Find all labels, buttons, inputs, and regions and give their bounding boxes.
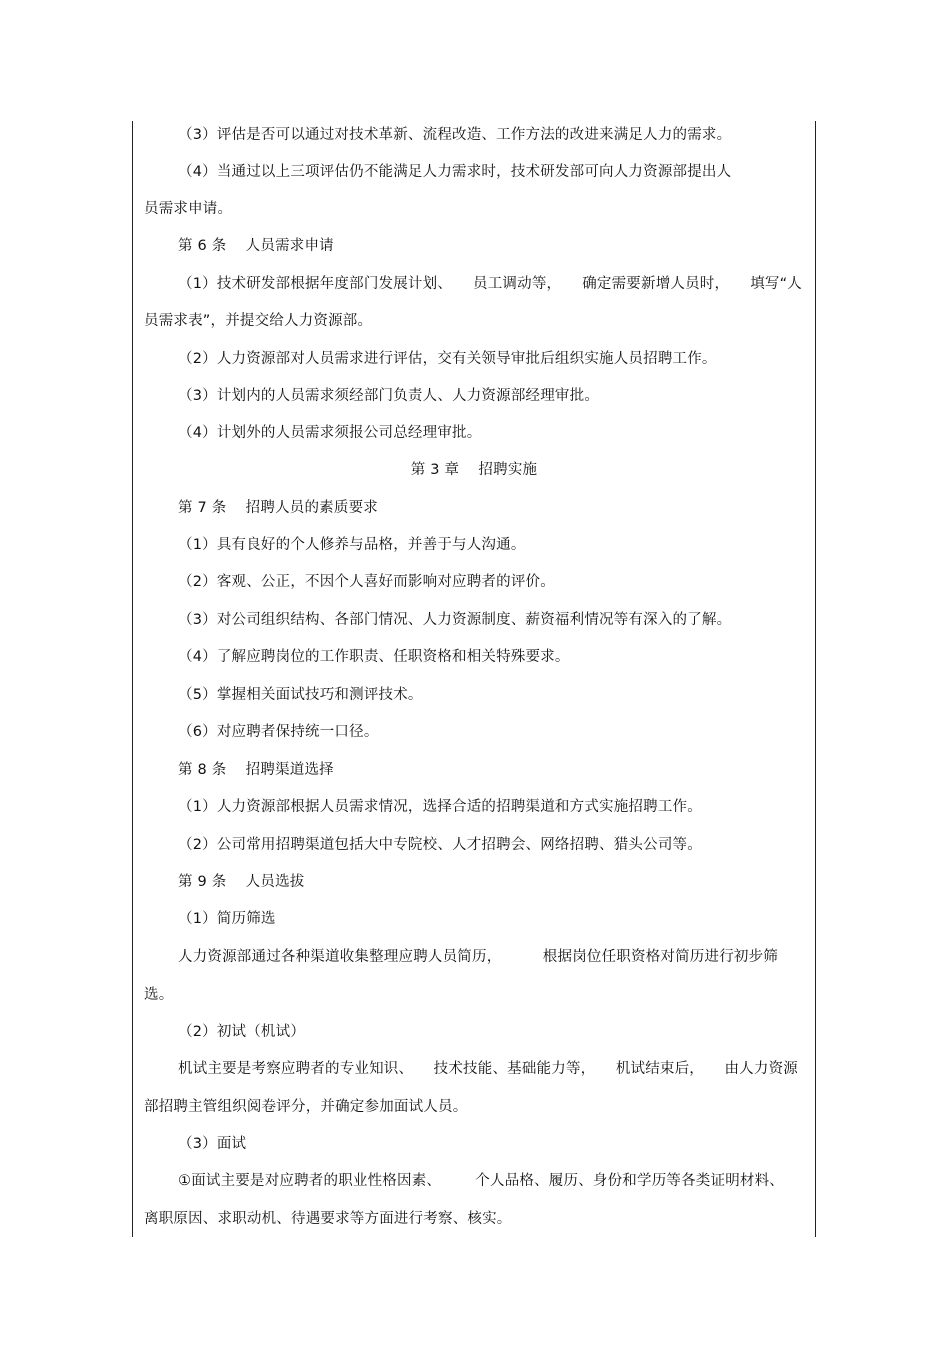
text-segment: 人力资源部通过各种渠道收集整理应聘人员简历， xyxy=(178,949,502,965)
subsection-heading: （3）面试 xyxy=(178,1136,247,1152)
paragraph-line: 部招聘主管组织阅卷评分，并确定参加面试人员。 xyxy=(144,1099,468,1115)
paragraph-line: （3）计划内的人员需求须经部门负责人、人力资源部经理审批。 xyxy=(178,388,600,404)
paragraph-line: （1）人力资源部根据人员需求情况，选择合适的招聘渠道和方式实施招聘工作。 xyxy=(178,799,702,815)
paragraph-line xyxy=(178,947,778,967)
paragraph-line: （6）对应聘者保持统一口径。 xyxy=(178,724,379,740)
article-heading: 第 6 条 人员需求申请 xyxy=(178,238,334,254)
paragraph-line: （2）公司常用招聘渠道包括大中专院校、人才招聘会、网络招聘、猎头公司等。 xyxy=(178,837,702,853)
paragraph-line xyxy=(178,274,802,294)
text-segment: 根据岗位任职资格对简历进行初步筛 xyxy=(542,949,778,965)
article-heading: 第 9 条 人员选拔 xyxy=(178,874,305,890)
paragraph-line xyxy=(178,1171,784,1191)
paragraph-line: （2）客观、公正，不因个人喜好而影响对应聘者的评价。 xyxy=(178,574,555,590)
paragraph-line: （3）对公司组织结构、各部门情况、人力资源制度、薪资福利情况等有深入的了解。 xyxy=(178,612,732,628)
paragraph-line: （1）具有良好的个人修养与品格，并善于与人沟通。 xyxy=(178,537,526,553)
text-segment: （1）技术研发部根据年度部门发展计划、 xyxy=(178,276,453,292)
paragraph-line: （5）掌握相关面试技巧和测评技术。 xyxy=(178,687,423,703)
paragraph-line: （4）当通过以上三项评估仍不能满足人力需求时，技术研发部可向人力资源部提出人 xyxy=(178,164,732,180)
paragraph-line: （2）人力资源部对人员需求进行评估，交有关领导审批后组织实施人员招聘工作。 xyxy=(178,351,717,367)
article-heading: 第 7 条 招聘人员的素质要求 xyxy=(178,500,378,516)
text-segment: 确定需要新增人员时， xyxy=(582,276,730,292)
text-segment: 机试主要是考察应聘者的专业知识、 xyxy=(178,1061,414,1077)
paragraph-line: 员需求表”，并提交给人力资源部。 xyxy=(144,313,373,329)
text-segment: 个人品格、履历、身份和学历等各类证明材料、 xyxy=(475,1173,784,1189)
paragraph-line: （4）计划外的人员需求须报公司总经理审批。 xyxy=(178,425,482,441)
text-segment: 由人力资源 xyxy=(724,1061,798,1077)
paragraph-line: （4）了解应聘岗位的工作职责、任职资格和相关特殊要求。 xyxy=(178,649,570,665)
article-heading: 第 8 条 招聘渠道选择 xyxy=(178,762,334,778)
paragraph-line: 选。 xyxy=(144,987,174,1003)
paragraph-line: 离职原因、求职动机、待遇要求等方面进行考察、核实。 xyxy=(144,1211,512,1227)
paragraph-line: 员需求申请。 xyxy=(144,201,233,217)
text-segment: 技术技能、基础能力等， xyxy=(433,1061,596,1077)
subsection-heading: （2）初试（机试） xyxy=(178,1024,306,1040)
text-segment: ①面试主要是对应聘者的职业性格因素、 xyxy=(178,1173,442,1189)
subsection-heading: （1）简历筛选 xyxy=(178,911,276,927)
paragraph-line: （3）评估是否可以通过对技术革新、流程改造、工作方法的改进来满足人力的需求。 xyxy=(178,127,732,143)
chapter-heading: 第 3 章 招聘实施 xyxy=(410,462,538,478)
text-segment: 员工调动等， xyxy=(473,276,562,292)
text-segment: 机试结束后， xyxy=(615,1061,705,1077)
paragraph-line xyxy=(178,1059,798,1079)
text-segment: 填写“人 xyxy=(750,276,802,292)
